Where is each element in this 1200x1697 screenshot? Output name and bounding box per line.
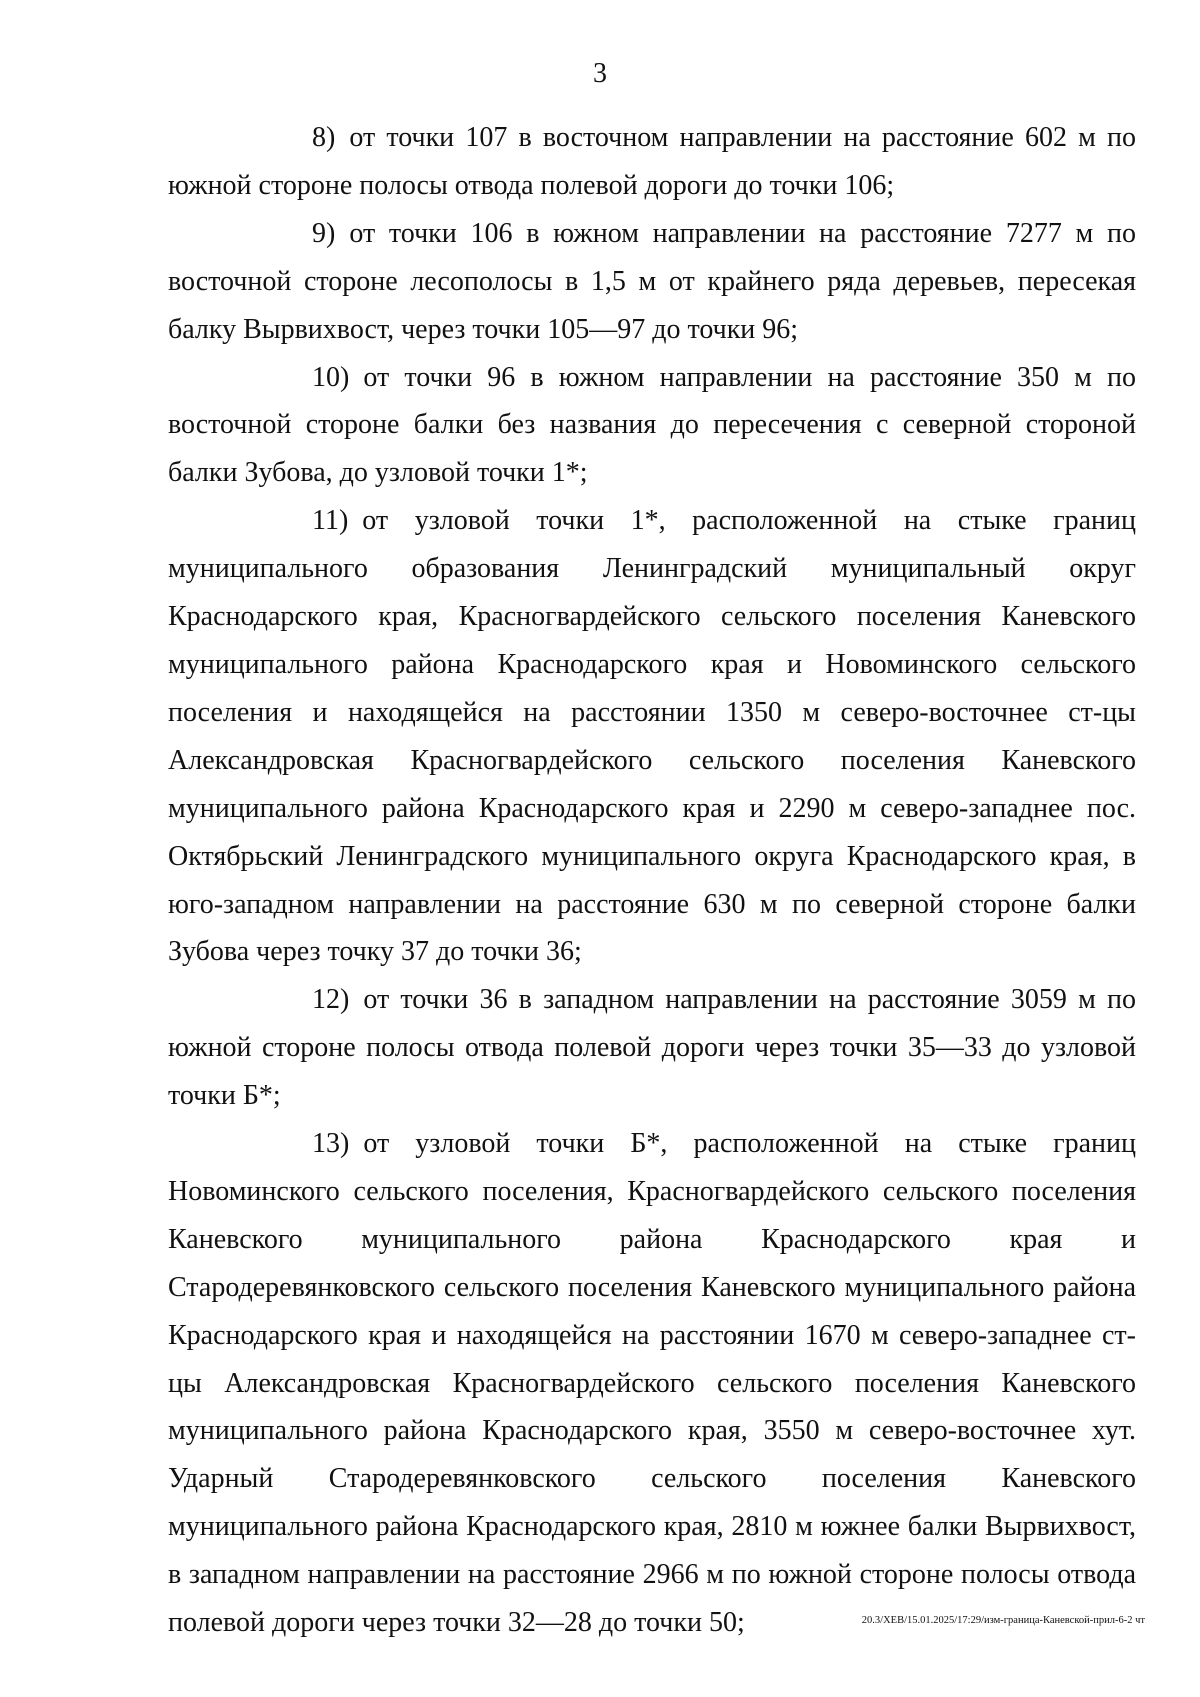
list-item-8 xyxy=(168,114,1136,210)
list-item-9 xyxy=(168,210,1136,354)
list-item-11 xyxy=(168,497,1136,976)
item-number: 11) xyxy=(312,505,349,537)
item-text: от точки 107 в восточном направлении на расстояние 602 м по южной стороне полосы отвода полевой дороги до точки 106; xyxy=(168,122,1136,201)
item-text: от узловой точки Б*, расположенной на стыке границ Новоминского сельского поселения, Красногвардейского сельского поселения Каневского муниципального района Краснодарского края и Стародеревянковского сельского поселения Каневского муниципального района Краснодарского края и находящейся на расстоянии 1670 м северо-западнее ст-цы Александровская Красногвардейского сельского поселения Каневского муниципального района Краснодарского края, 3550 м северо-восточнее хут. Ударный Стародеревянковского сельского поселения Каневского муниципального района Краснодарского края, 2810 м южнее балки Вырвихвост, в западном направлении на расстояние 2966 м по южной стороне полосы отвода полевой дороги через точки 32—28 до точки 50; xyxy=(168,1128,1136,1639)
document-body xyxy=(168,114,1136,1647)
item-number: 8) xyxy=(312,122,336,153)
item-number: 13) xyxy=(312,1128,350,1160)
list-item-10 xyxy=(168,354,1136,498)
item-number: 10) xyxy=(312,361,350,393)
list-item-13 xyxy=(168,1120,1136,1647)
item-number: 12) xyxy=(312,984,350,1016)
item-text: от точки 106 в южном направлении на расстояние 7277 м по восточной стороне лесополосы в 1,5 м от крайнего ряда деревьев, пересекая балку Вырвихвост, через точки 105—97 до точки 96; xyxy=(168,217,1136,345)
page-number: 3 xyxy=(593,58,607,89)
item-text: от точки 36 в западном направлении на расстояние 3059 м по южной стороне полосы отвода полевой дороги через точки 35—33 до узловой точки Б*; xyxy=(168,984,1136,1112)
list-item-12 xyxy=(168,976,1136,1120)
item-text: от точки 96 в южном направлении на расстояние 350 м по восточной стороне балки без названия до пересечения с северной стороной балки Зубова, до узловой точки 1*; xyxy=(168,361,1136,489)
document-footer-code: 20.3/ХЕВ/15.01.2025/17:29/изм-граница-Каневской-прил-6-2 чт xyxy=(861,1615,1145,1626)
item-number: 9) xyxy=(312,217,336,249)
item-text: от узловой точки 1*, расположенной на стыке границ муниципального образования Ленинградский муниципальный округ Краснодарского края, Красногвардейского сельского поселения Каневского муниципального района Краснодарского края и Новоминского сельского поселения и находящейся на расстоянии 1350 м северо-восточнее ст-цы Александровская Красногвардейского сельского поселения Каневского муниципального района Краснодарского края и 2290 м северо-западнее пос. Октябрьский Ленинградского муниципального округа Краснодарского края, в юго-западном направлении на расстояние 630 м по северной стороне балки Зубова через точку 37 до точки 36; xyxy=(168,505,1136,968)
